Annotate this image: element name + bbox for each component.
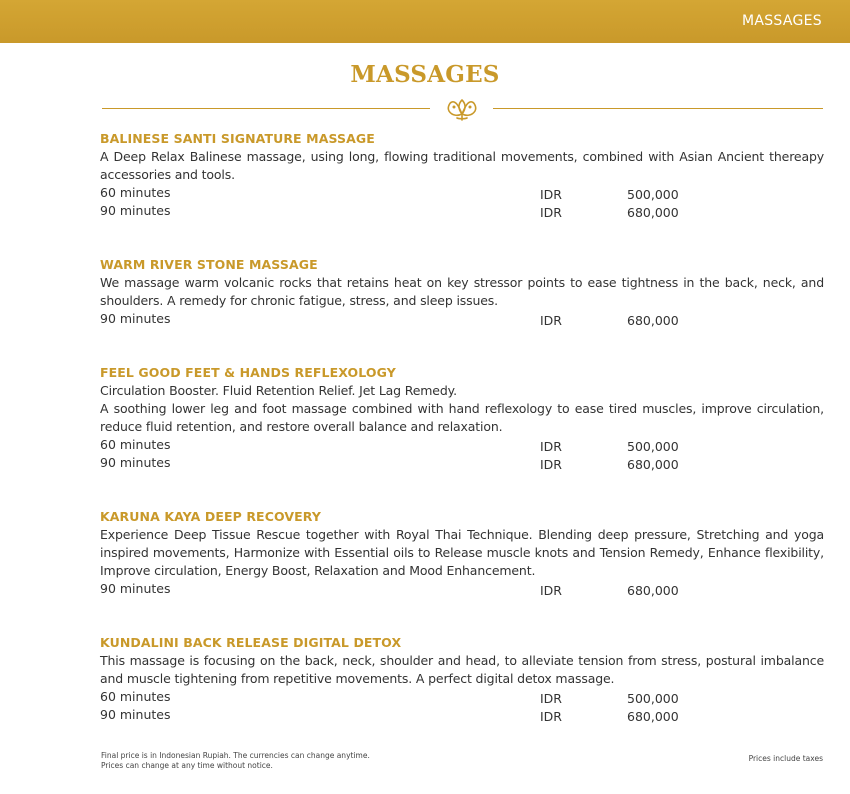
service-title: FEEL GOOD FEET & HANDS REFLEXOLOGY xyxy=(100,365,396,380)
duration: 90 minutes xyxy=(100,203,171,218)
service-title: KUNDALINI BACK RELEASE DIGITAL DETOX xyxy=(100,635,402,650)
price-amount: 680,000 xyxy=(627,709,679,724)
duration: 60 minutes xyxy=(100,185,171,200)
currency: IDR xyxy=(540,583,562,598)
service-title: BALINESE SANTI SIGNATURE MASSAGE xyxy=(100,131,375,146)
top-banner xyxy=(0,0,850,43)
price-amount: 680,000 xyxy=(627,313,679,328)
price-amount: 680,000 xyxy=(627,205,679,220)
price-row xyxy=(100,436,824,454)
service-description: This massage is focusing on the back, neck, shoulder and head, to alleviate tension from stress, postural imbalance and muscle tightening from repetitive movements. A perfect digital detox massage. xyxy=(100,653,824,686)
duration: 90 minutes xyxy=(100,707,171,722)
duration: 90 minutes xyxy=(100,581,171,596)
footnote-line: Prices can change at any time without notice. xyxy=(101,761,273,770)
taxes-note: Prices include taxes xyxy=(748,754,823,763)
price-row xyxy=(100,706,824,724)
price-row xyxy=(100,688,824,706)
currency: IDR xyxy=(540,691,562,706)
currency: IDR xyxy=(540,439,562,454)
lotus-ornament-icon xyxy=(446,96,478,122)
price-row xyxy=(100,202,824,220)
service-description: We massage warm volcanic rocks that retains heat on key stressor points to ease tightness in the back, neck, and shoulders. A remedy for chronic fatigue, stress, and sleep issues. xyxy=(100,275,824,308)
service-description: A Deep Relax Balinese massage, using long, flowing traditional movements, combined with Asian Ancient thereapy accessories and tools. xyxy=(100,149,824,182)
divider-right xyxy=(493,108,823,109)
service-description: Experience Deep Tissue Rescue together with Royal Thai Technique. Blending deep pressure, Stretching and yoga inspired movements, Harmonize with Essential oils to Release muscle knots and Tension Remedy, Enhance flexibility, Improve circulation, Energy Boost, Relaxation and Mood Enhancement. xyxy=(100,527,824,578)
service-section xyxy=(100,130,824,220)
currency: IDR xyxy=(540,187,562,202)
service-section xyxy=(100,508,824,598)
price-amount: 680,000 xyxy=(627,457,679,472)
service-title: WARM RIVER STONE MASSAGE xyxy=(100,257,318,272)
page-title: MASSAGES xyxy=(350,61,500,88)
price-row xyxy=(100,580,824,598)
service-section xyxy=(100,634,824,724)
price-row xyxy=(100,454,824,472)
price-amount: 680,000 xyxy=(627,583,679,598)
duration: 90 minutes xyxy=(100,311,171,326)
price-amount: 500,000 xyxy=(627,439,679,454)
service-title: KARUNA KAYA DEEP RECOVERY xyxy=(100,509,321,524)
price-row xyxy=(100,310,824,328)
price-amount: 500,000 xyxy=(627,691,679,706)
footnote-line: Final price is in Indonesian Rupiah. The currencies can change anytime. xyxy=(101,751,370,760)
divider-left xyxy=(102,108,430,109)
price-row xyxy=(100,184,824,202)
price-footnote xyxy=(101,751,370,771)
price-amount: 500,000 xyxy=(627,187,679,202)
currency: IDR xyxy=(540,313,562,328)
service-section xyxy=(100,256,824,328)
currency: IDR xyxy=(540,709,562,724)
service-section xyxy=(100,364,824,472)
service-tagline: Circulation Booster. Fluid Retention Relief. Jet Lag Remedy. xyxy=(100,383,457,398)
currency: IDR xyxy=(540,457,562,472)
currency: IDR xyxy=(540,205,562,220)
banner-label: MASSAGES xyxy=(741,13,822,29)
duration: 90 minutes xyxy=(100,455,171,470)
duration: 60 minutes xyxy=(100,437,171,452)
service-description: A soothing lower leg and foot massage combined with hand reflexology to ease tired muscles, improve circulation, reduce fluid retention, and restore overall balance and relaxation. xyxy=(100,401,824,434)
duration: 60 minutes xyxy=(100,689,171,704)
